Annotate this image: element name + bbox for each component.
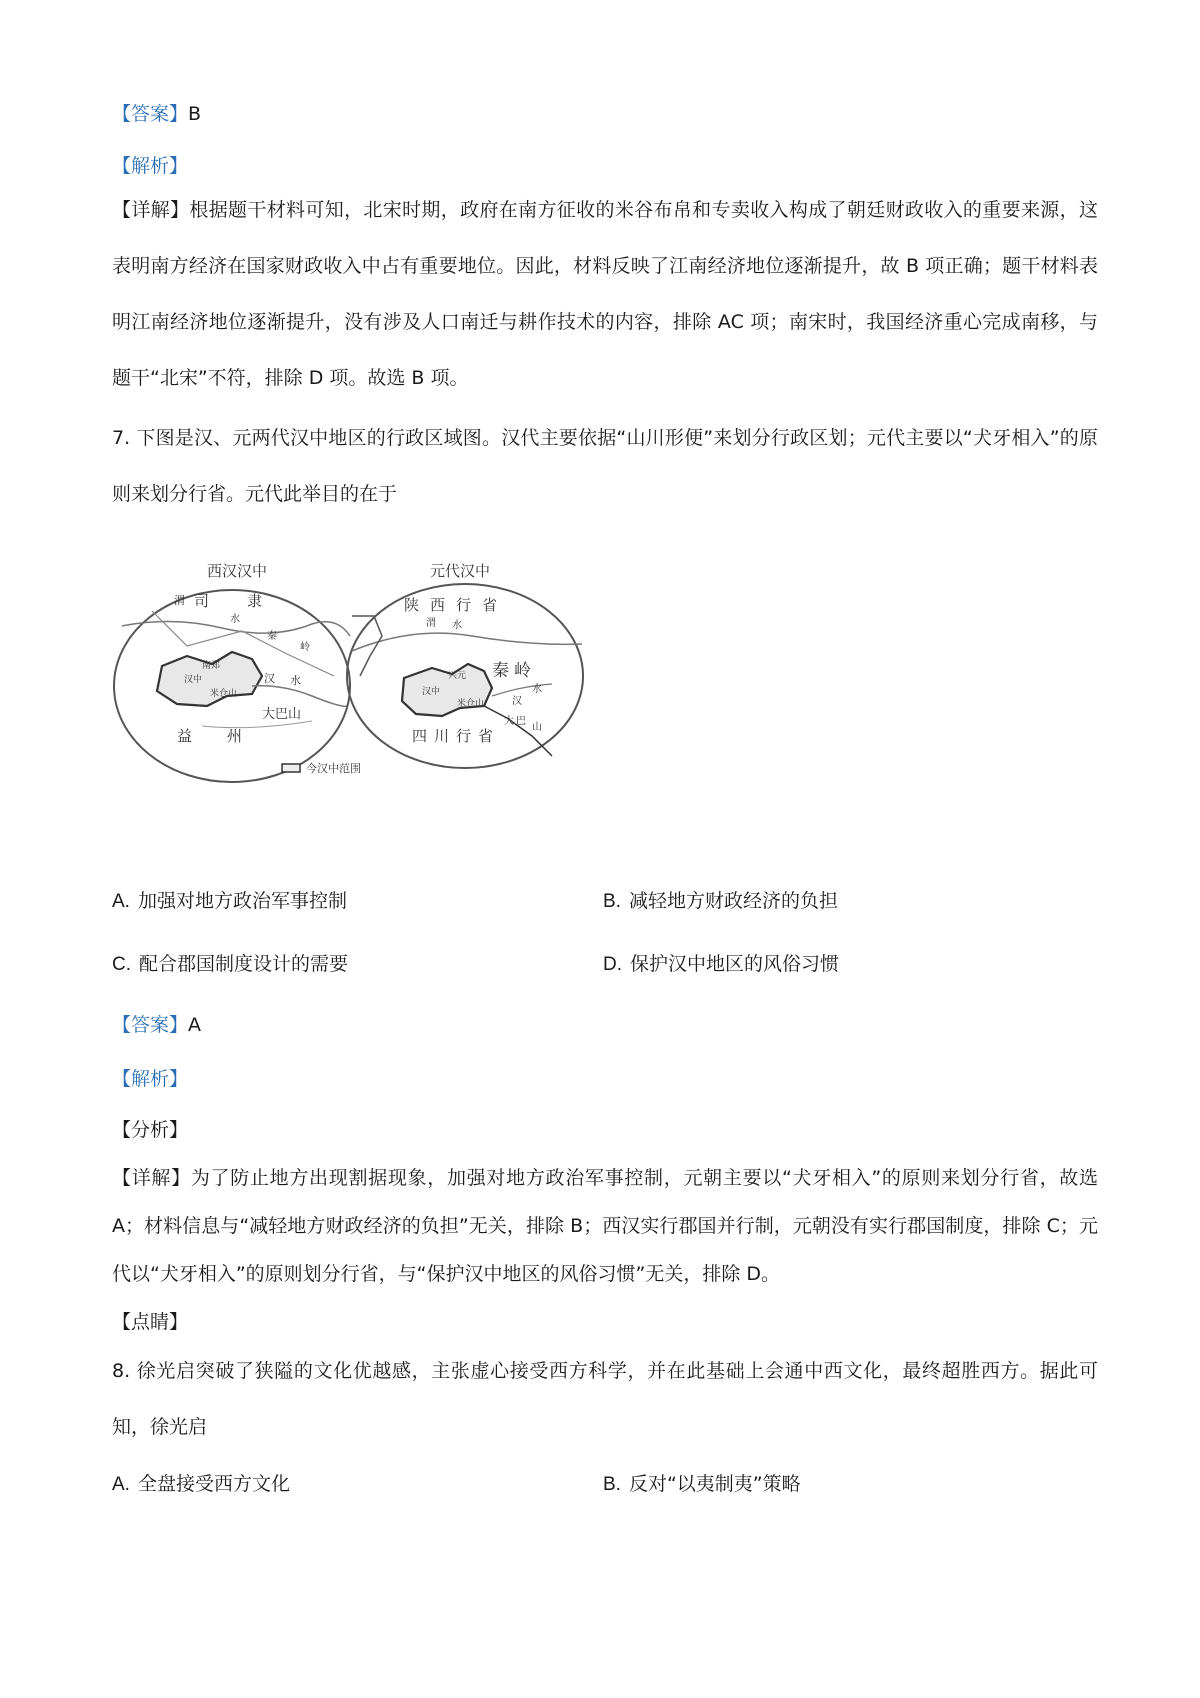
map-label: 渭 (174, 594, 185, 607)
map-label: 州 (227, 727, 243, 745)
map-label: 米仓山 (210, 689, 238, 699)
map-label: 水 (230, 614, 240, 625)
answer-label: 【答案】 (112, 103, 189, 125)
map-label: 巴 (516, 716, 526, 727)
right-river-han (492, 684, 552, 696)
map-label: 司 (194, 592, 210, 610)
option-key: B. (603, 891, 621, 912)
q7-map-figure (112, 556, 632, 796)
map-label: 水 (290, 674, 301, 687)
map-label: 渭 (426, 618, 436, 629)
option-key: D. (603, 954, 622, 975)
q8-stem: 8. 徐光启突破了狭隘的文化优越感，主张虚心接受西方科学，并在此基础上会通中西文化，最终超胜西方。据此可知，徐光启 (112, 1360, 1098, 1438)
q8-option-b[interactable] (603, 1470, 801, 1499)
map-label: 隶 (247, 592, 263, 610)
map-label: 水 (452, 620, 462, 631)
q7-option-c[interactable] (112, 950, 348, 979)
map-label: 陕 (404, 596, 420, 614)
option-text: 加强对地方政治军事控制 (137, 890, 347, 912)
option-key: A. (112, 891, 130, 912)
map-label: 岭 (514, 661, 531, 681)
map-label: 秦 (492, 661, 509, 681)
map-label: 秦 (267, 631, 277, 642)
q7-answer (112, 1011, 201, 1039)
option-text: 减轻地方财政经济的负担 (628, 890, 838, 912)
q7-option-d[interactable] (603, 950, 839, 979)
option-key: A. (112, 1474, 130, 1495)
answer-value: A (188, 1014, 202, 1036)
option-text: 保护汉中地区的风俗习惯 (630, 953, 840, 975)
q6-answer (112, 100, 201, 128)
map-label: 汉中 (422, 687, 441, 697)
option-key: B. (603, 1474, 621, 1495)
option-text: 配合郡国制度设计的需要 (139, 953, 349, 975)
right-map-title: 元代汉中 (430, 562, 491, 580)
map-label: 水 (532, 684, 542, 695)
legend-text: 今汉中范围 (306, 762, 361, 775)
legend-swatch (282, 764, 300, 772)
q7-option-b[interactable] (603, 887, 838, 916)
map-label: 益 (177, 727, 193, 745)
map-svg (112, 556, 632, 796)
q7-analysis-label: 【解析】 (112, 1068, 189, 1090)
map-label: 汉 (512, 696, 522, 707)
map-label: 四 (412, 727, 428, 745)
left-river-han (252, 686, 347, 707)
map-label: 南郑 (202, 661, 221, 671)
option-text: 全盘接受西方文化 (137, 1473, 290, 1495)
detail-text: 为了防止地方出现割据现象，加强对地方政治军事控制，元朝主要以“犬牙相入”的原则来划分行省，故选 A；材料信息与“减轻地方财政经济的负担”无关，排除 B；西汉实行郡国并行制，元朝没有实行郡国制度，排除 C；元代以“犬牙相入”的原则划分行省，与“保护汉中地区的风俗习惯”无关，排除 D。 (112, 1167, 1098, 1285)
map-label: 西 (430, 596, 446, 614)
option-key: C. (112, 954, 131, 975)
detail-label: 【详解】 (112, 199, 190, 221)
map-label: 兴元 (448, 671, 467, 681)
map-label: 岭 (300, 642, 310, 653)
q8-option-a[interactable] (112, 1470, 290, 1499)
q7-fenxi-label: 【分析】 (112, 1119, 189, 1141)
detail-text: 根据题干材料可知，北宋时期，政府在南方征收的米谷布帛和专卖收入构成了朝廷财政收入的重要来源，这表明南方经济在国家财政收入中占有重要地位。因此，材料反映了江南经济地位逐渐提升，故 B 项正确；题干材料表明江南经济地位逐渐提升，没有涉及人口南迁与耕作技术的内容，排除 AC 项；南宋时，我国经济重心完成南移，与题干“北宋”不符，排除 D 项。故选 B 项。 (112, 199, 1098, 389)
q6-analysis-label: 【解析】 (112, 155, 189, 177)
option-text: 反对“以夷制夷”策略 (628, 1473, 801, 1495)
map-label: 行 (456, 727, 472, 745)
map-label: 大 (504, 716, 514, 727)
map-label: 汉 (264, 672, 275, 685)
left-border-line (202, 721, 312, 728)
map-label: 行 (456, 596, 472, 614)
answer-label: 【答案】 (112, 1014, 189, 1036)
answer-value: B (188, 103, 202, 125)
q6-detail (112, 182, 1098, 406)
right-river-wei (352, 633, 582, 651)
q7-dianjing-label: 【点睛】 (112, 1311, 189, 1333)
detail-label: 【详解】 (112, 1167, 191, 1189)
q7-detail (112, 1154, 1098, 1298)
map-label: 省 (482, 596, 498, 614)
q7-option-a[interactable] (112, 887, 347, 916)
map-label: 川 (434, 727, 450, 745)
left-map-title: 西汉汉中 (207, 562, 268, 580)
map-label: 大巴山 (262, 707, 302, 722)
map-label: 米仓山 (457, 699, 485, 709)
q7-stem: 7. 下图是汉、元两代汉中地区的行政区域图。汉代主要依据“山川形便”来划分行政区划；元代主要以“犬牙相入”的原则来划分行省。元代此举目的在于 (112, 427, 1098, 505)
map-label: 山 (532, 722, 542, 733)
map-label: 汉中 (184, 675, 203, 685)
map-label: 省 (478, 727, 494, 745)
